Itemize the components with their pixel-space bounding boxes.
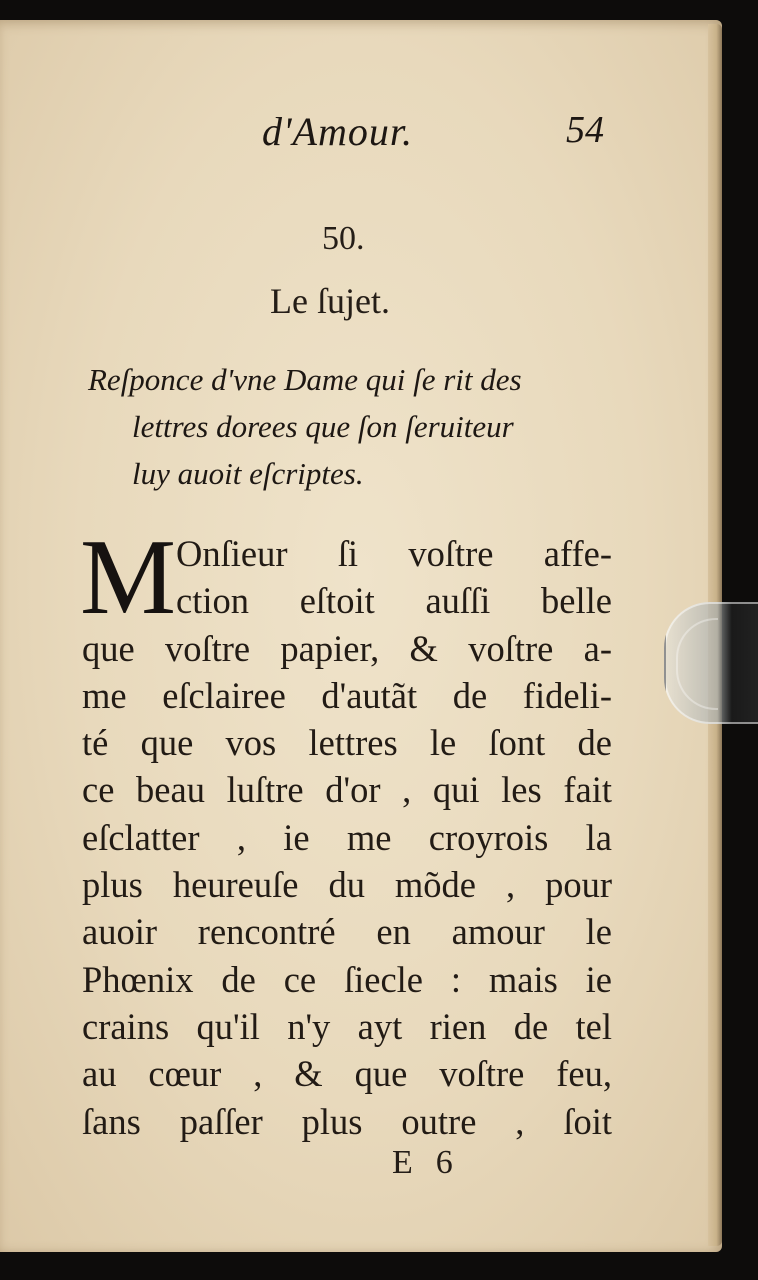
page-header — [0, 108, 722, 158]
body-line: plus heureuſe du mõde , pour — [82, 864, 612, 906]
body-line: au cœur , & que voſtre feu, — [82, 1053, 612, 1095]
argument-line: lettres dorees que ſon ſeruiteur — [132, 409, 514, 444]
page-number: 54 — [566, 109, 604, 151]
body-line: ction eſtoit auſſi belle — [176, 580, 612, 622]
argument — [88, 356, 628, 497]
body-line: auoir rencontré en amour le — [82, 911, 612, 953]
body-line: que voſtre papier, & voſtre a- — [82, 627, 612, 669]
argument-line: Reſponce d'vne Dame qui ſe rit des — [88, 362, 522, 397]
body-line: té que vos lettres le ſont de — [82, 722, 612, 764]
body-text — [80, 518, 612, 1145]
body-line: ſans paſſer plus outre , ſoit — [82, 1100, 612, 1142]
letter-number: 50. — [322, 220, 365, 257]
drop-cap: M — [80, 518, 177, 637]
running-head: d'Amour. — [262, 109, 414, 154]
body-line: Phœnix de ce ſiecle : mais ie — [82, 958, 612, 1000]
body-line: crains qu'il n'y ayt rien de tel — [82, 1005, 612, 1047]
subject-heading: Le ſujet. — [270, 281, 390, 321]
body-line: ce beau luſtre d'or , qui les fait — [82, 769, 612, 811]
body-line: Onſieur ſi voſtre affe- — [176, 533, 612, 574]
signature-mark: E 6 — [392, 1144, 455, 1181]
body-line: me eſclairee d'autãt de fideli- — [82, 674, 612, 716]
body-line: eſclatter , ie me croyrois la — [82, 816, 612, 858]
argument-line: luy auoit eſcriptes. — [132, 456, 364, 491]
